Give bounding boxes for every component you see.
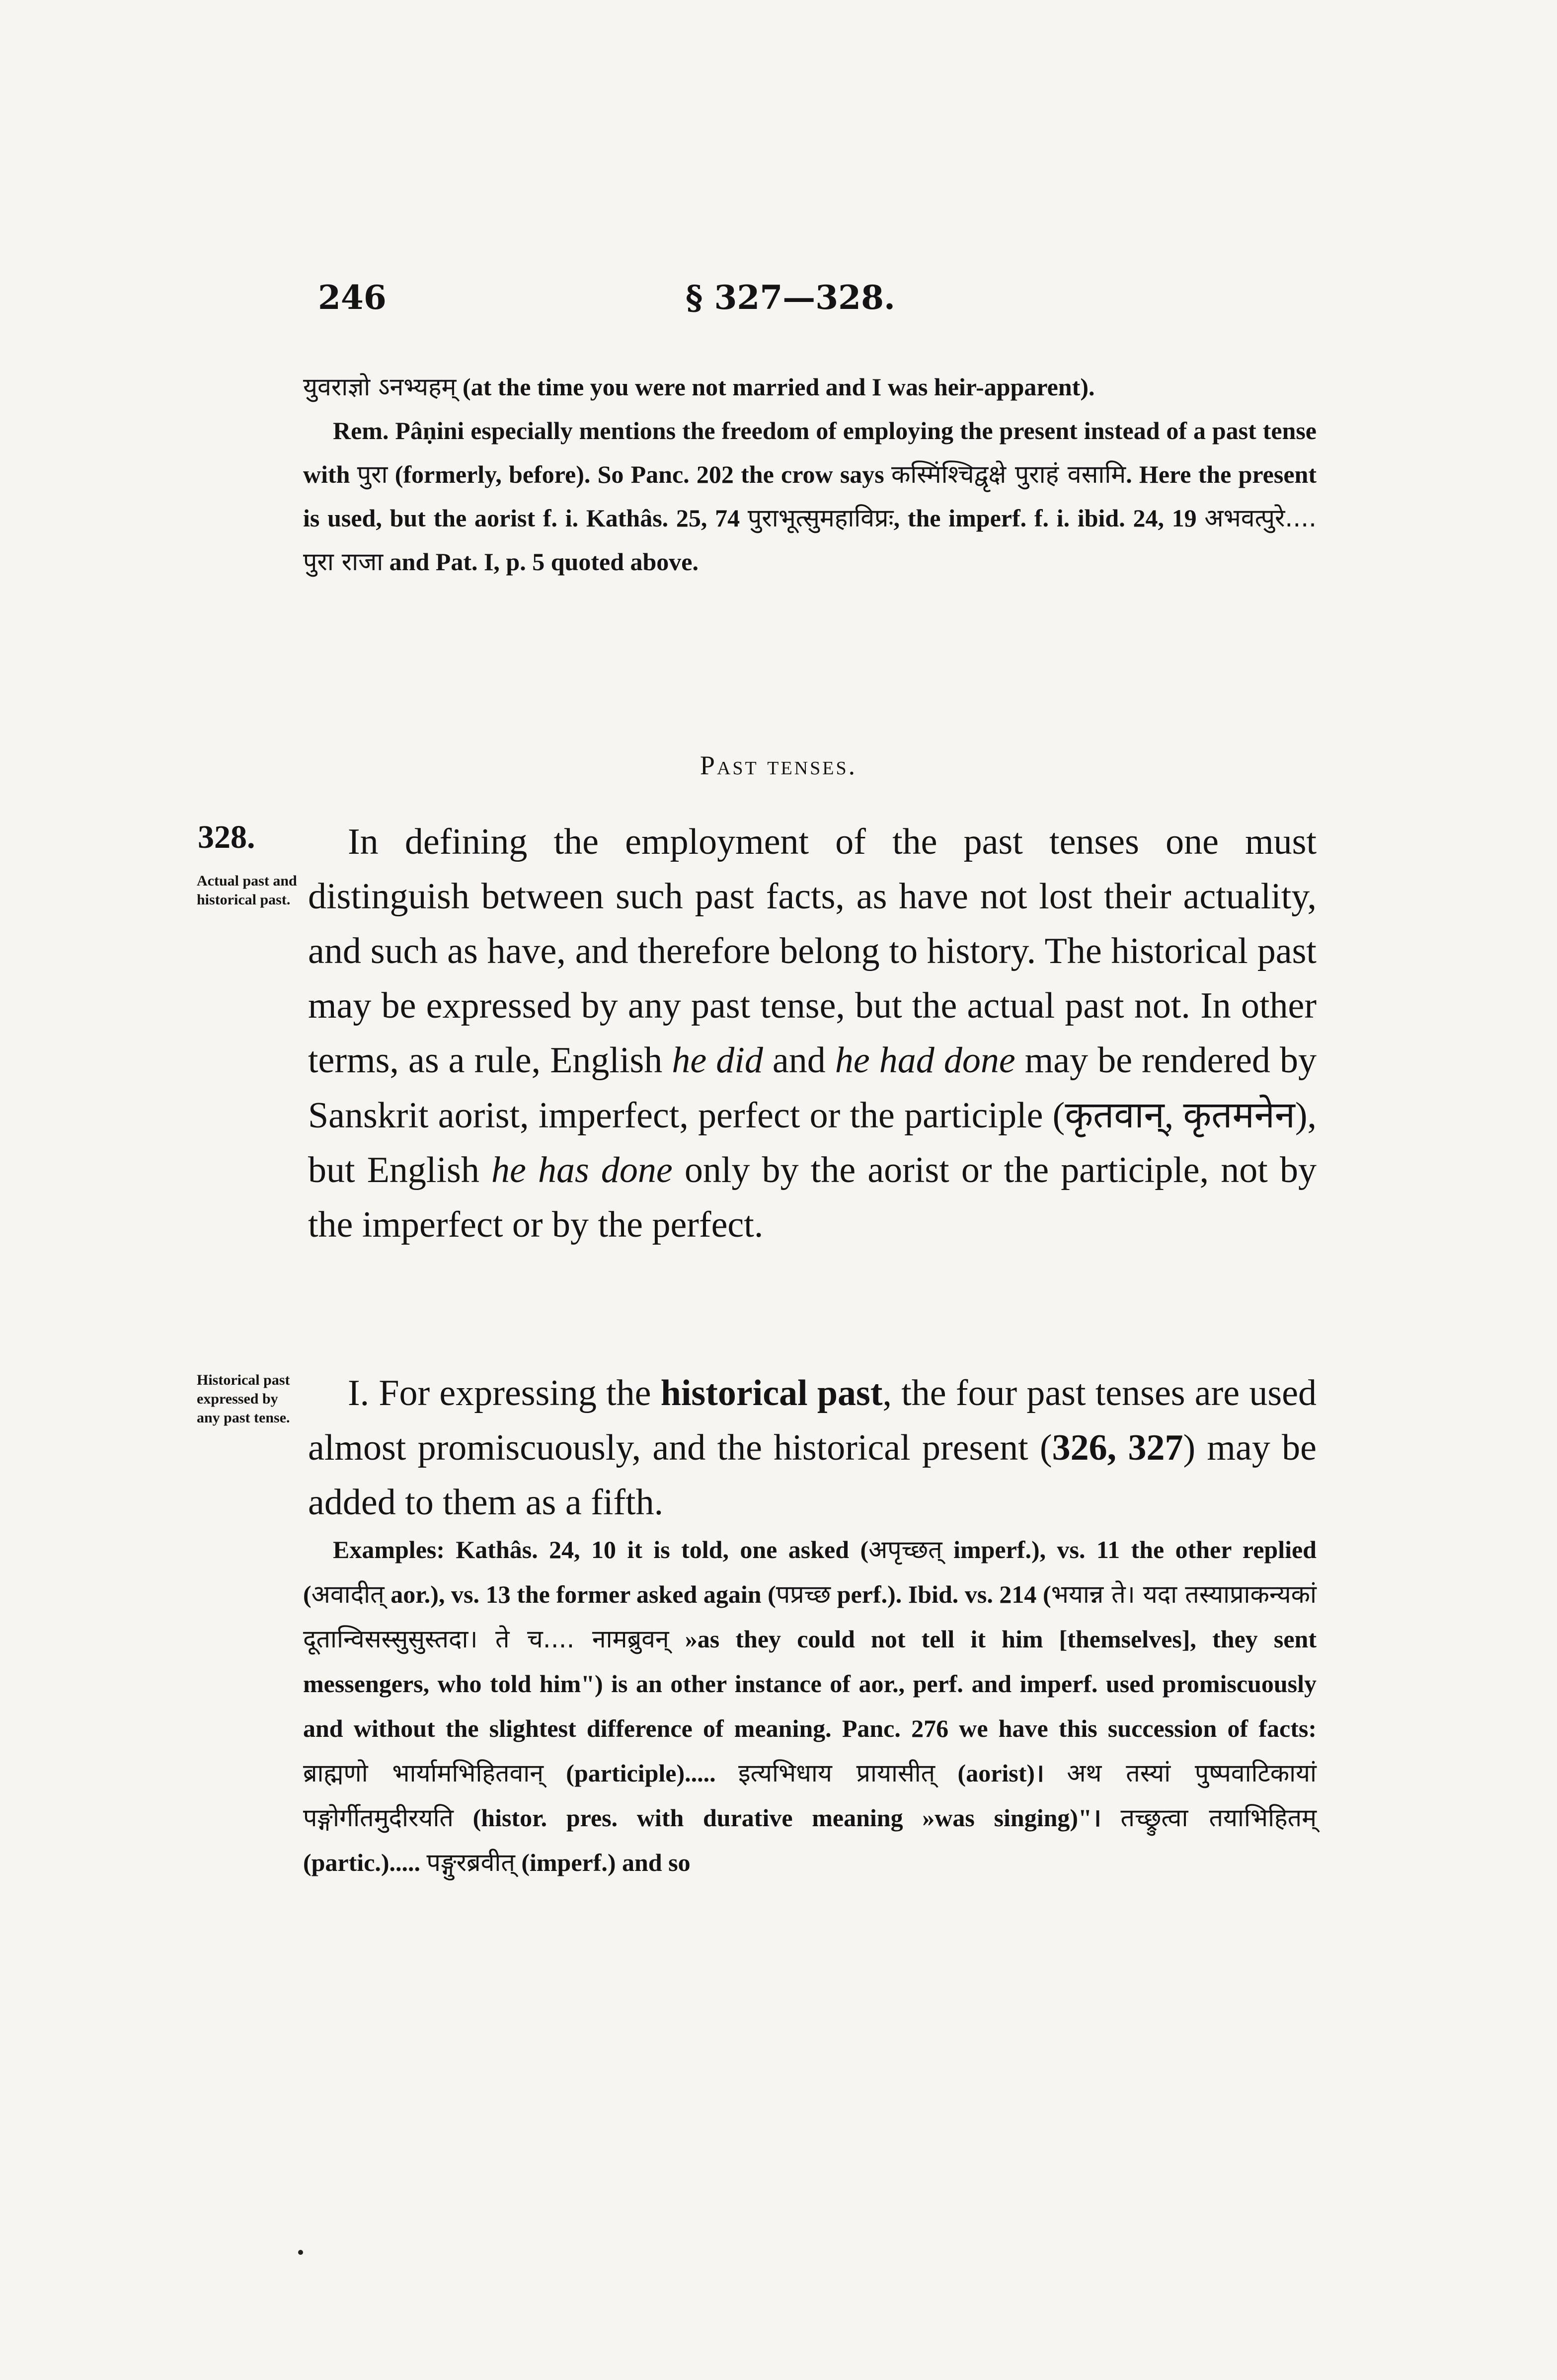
continuation-line: युवराज्ञो ऽनभ्यहम् (at the time you were not married and I was heir-apparent).	[303, 372, 1095, 401]
examples-paragraph: Examples: Kathâs. 24, 10 it is told, one asked (अपृच्छत् imperf.), vs. 11 the other replied (अवादीत् aor.), vs. 13 the former asked again (पप्रच्छ perf.). Ibid. vs. 214 (भयान्न ते। यदा तस्याप्राकन्यकां दूतान्विसस्सुसुस्तदा। ते च.... नामब्रुवन् »as they could not tell it him [themselves], they sent messengers, who told him") is an other instance of aor., perf. and imperf. used promiscuously and without the slightest difference of meaning. Panc. 276 we have this succession of facts: ब्राह्मणो भार्यामभिहितवान् (participle)..... इत्यभिधाय प्रायासीत् (aorist)। अथ तस्यां पुष्पवाटिकायां पङ्गोर्गीतमुदीरयति (histor. pres. with durative meaning »was singing)"। तच्छ्रुत्वा तयाभिहितम् (partic.)..... पङ्गुरब्रवीत् (imperf.) and so	[303, 1535, 1317, 1877]
page-number: 246	[318, 278, 387, 317]
paragraph-I	[308, 1366, 1317, 1530]
remark-paragraph: Rem. Pâṇini especially mentions the freedom of employing the present instead of a past tense with पुरा (formerly, before). So Panc. 202 the crow says कस्मिंश्चिद्वृक्षे पुराहं वसामि. Here the present is used, but the aorist f. i. Kathâs. 25, 74 पुराभूत्सुमहाविप्रः, the imperf. f. i. ibid. 24, 19 अभवत्पुरे.... पुरा राजा and Pat. I, p. 5 quoted above.	[303, 417, 1317, 576]
examples-block	[303, 1527, 1317, 1885]
paragraph-number: 328.	[198, 819, 255, 855]
margin-note-historical-past: Historical past expressed by any past tense.	[197, 1372, 290, 1426]
section-heading: Past tenses.	[700, 750, 857, 780]
ink-dot	[298, 2250, 303, 2255]
paragraph-I-text: I. For expressing the historical past, the four past tenses are used almost promiscuously, and the historical present (326, 327) may be added to them as a fifth.	[308, 1373, 1317, 1523]
page-header	[318, 278, 1312, 323]
sanskrit-quote: युवराज्ञो ऽनभ्यहम्	[303, 372, 457, 401]
paragraph-328	[308, 815, 1317, 1252]
continuation-block	[303, 365, 1317, 584]
paragraph-328-text: In defining the employment of the past tenses one must distinguish between such past facts, as have not lost their actuality, and such as have, and therefore belong to history. The historical past may be expressed by any past tense, but the actual past not. In other terms, as a rule, English he did and he had done may be rendered by Sanskrit aorist, imperfect, perfect or the participle (कृतवान्, कृतमनेन), but English he has done only by the aorist or the participle, not by the imperfect or by the perfect.	[308, 821, 1317, 1245]
margin-note-actual-past: Actual past and historical past.	[197, 873, 297, 908]
section-reference: § 327—328.	[686, 278, 896, 317]
